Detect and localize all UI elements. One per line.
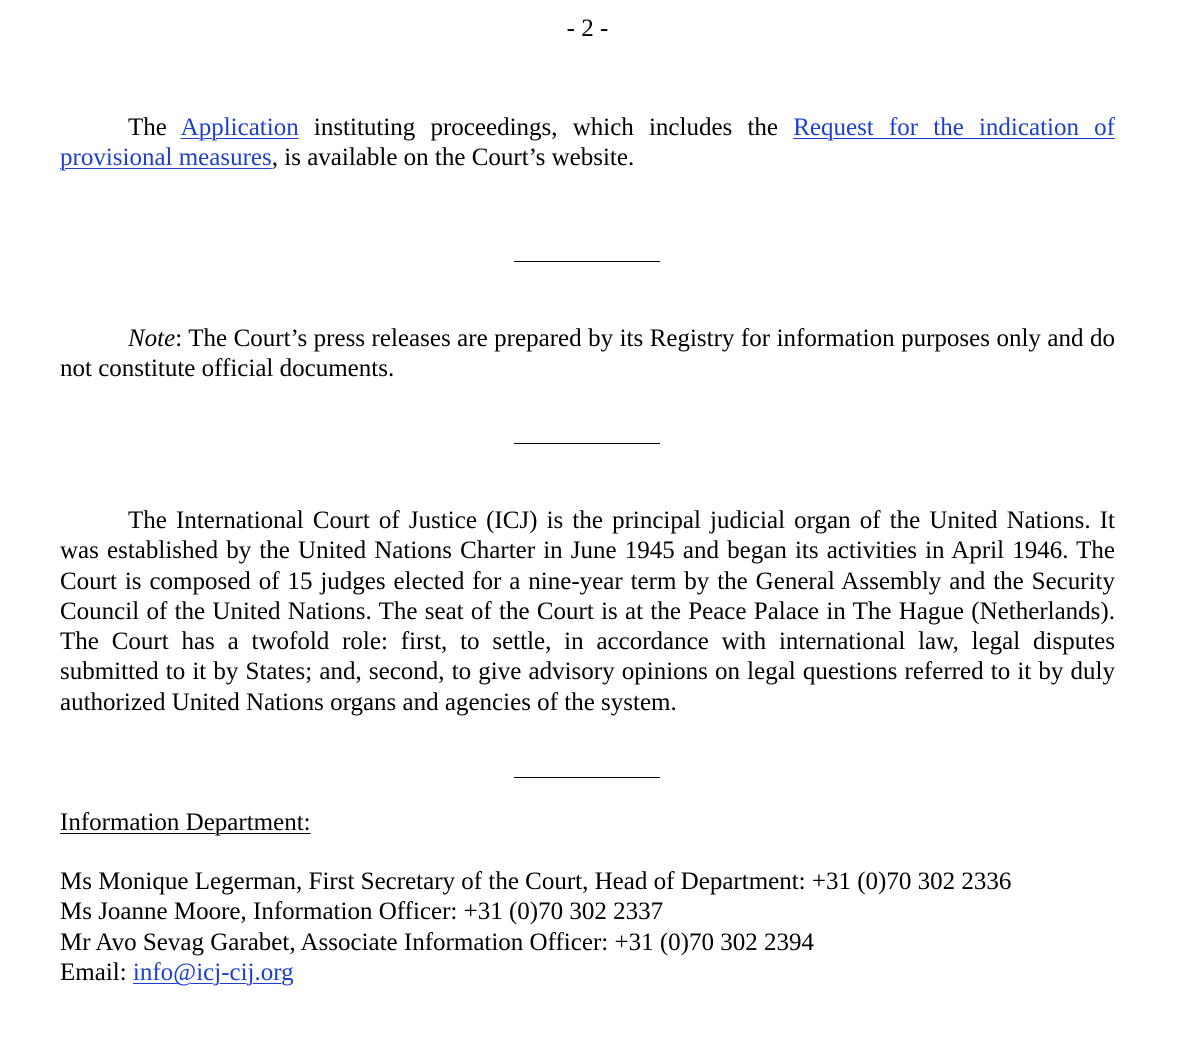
contact-line: Ms Joanne Moore, Information Officer: +31 (0)70 302 2337 <box>60 898 664 926</box>
page-number: - 2 - <box>566 15 609 42</box>
icj-about-paragraph: The International Court of Justice (ICJ) is the principal judicial organ of the United Nations. It was established by the United Nations Charter in June 1945 and began its activities in April 1946. The Court is composed of 15 judges elected for a nine-year term by the General Assembly and the Security Council of the United Nations. The seat of the Court is at the Peace Palace in The Hague (Netherlands). The Court has a twofold role: first, to settle, in accordance with international law, legal disputes submitted to it by States; and, second, to give advisory opinions on legal questions referred to it by duly authorized United Nations organs and agencies of the system. <box>60 507 1115 716</box>
provisional-measures-request-link[interactable]: Request for the indication of provisional measures <box>60 114 1115 172</box>
section-separator <box>514 261 660 262</box>
email-link[interactable]: info@icj-cij.org <box>132 958 294 986</box>
note-paragraph <box>60 324 1115 385</box>
contact-list <box>60 867 1115 988</box>
application-link[interactable]: Application <box>180 114 299 141</box>
email-label: Email: <box>60 958 133 986</box>
section-separator <box>514 777 660 778</box>
paragraph-text: The <box>128 114 181 141</box>
contact-line: Mr Avo Sevag Garabet, Associate Information Officer: +31 (0)70 302 2394 <box>60 928 814 956</box>
paragraph-text: , is available on the Court’s website. <box>271 144 635 172</box>
document-page <box>60 0 1115 1052</box>
note-label: Note <box>128 325 176 352</box>
contact-line: Ms Monique Legerman, First Secretary of the Court, Head of Department: +31 (0)70 302 2336 <box>60 868 1012 895</box>
application-paragraph <box>60 113 1115 174</box>
information-department-heading: Information Department: <box>60 809 311 836</box>
email-line <box>60 958 1115 988</box>
section-separator <box>514 443 660 444</box>
note-text: : The Court’s press releases are prepared by its Registry for information purposes only and do not constitute official documents. <box>60 325 1115 383</box>
paragraph-text: instituting proceedings, which includes the <box>298 114 794 141</box>
